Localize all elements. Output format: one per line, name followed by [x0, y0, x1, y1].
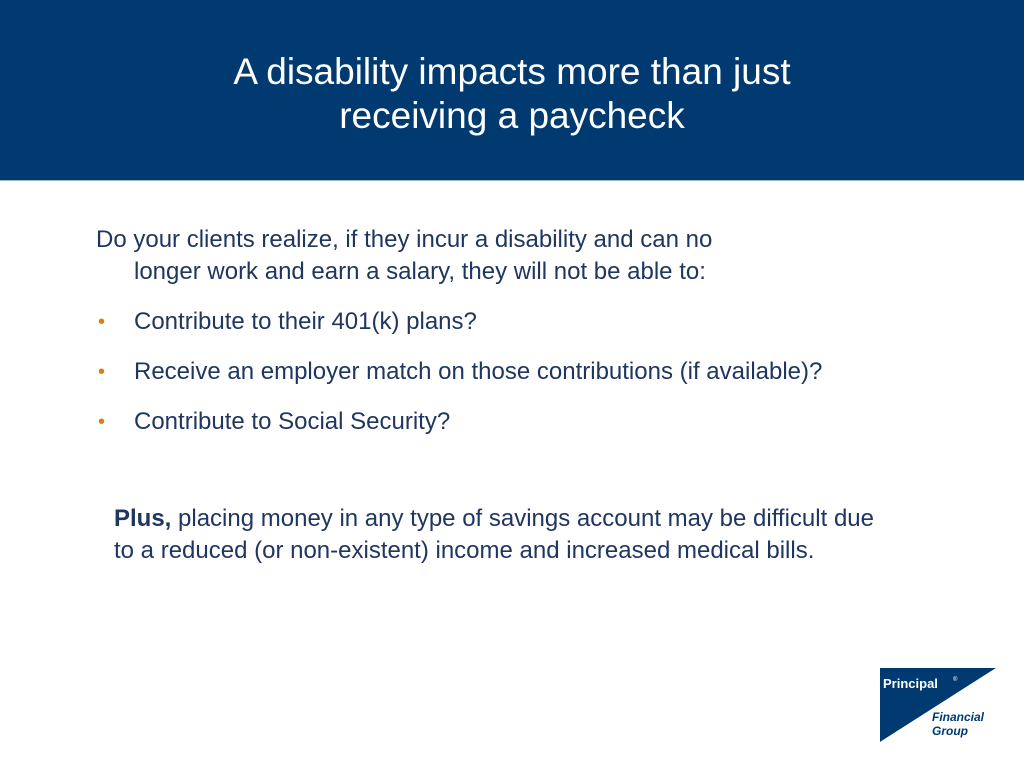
title-banner	[0, 0, 1024, 181]
slide-title-line-2: receiving a paycheck	[339, 95, 685, 136]
intro-paragraph	[96, 224, 856, 288]
bullet-text: Contribute to Social Security?	[134, 408, 451, 435]
principal-financial-group-logo	[880, 668, 996, 742]
logo-financial-text: Financial	[932, 710, 985, 724]
slide-title-line-1: A disability impacts more than just	[233, 51, 791, 92]
bullet-dot-icon: •	[98, 411, 106, 433]
intro-line-2: longer work and earn a salary, they will not be able to:	[134, 258, 706, 285]
logo-group-text: Group	[932, 724, 968, 738]
intro-line-1: Do your clients realize, if they incur a disability and can no	[96, 226, 713, 253]
bullet-text: Receive an employer match on those contributions (if available)?	[134, 358, 823, 385]
bullet-item	[96, 406, 856, 438]
logo-principal-text: Principal	[883, 676, 938, 691]
slide-title	[0, 50, 1024, 138]
logo-registered-mark: ®	[953, 677, 958, 683]
bullet-item	[96, 356, 856, 388]
bullet-dot-icon: •	[98, 361, 106, 383]
bullet-text: Contribute to their 401(k) plans?	[134, 308, 477, 335]
plus-lead: Plus,	[114, 505, 172, 532]
plus-text: placing money in any type of savings account may be difficult due to a reduced (or non-existent) income and increased medical bills.	[114, 505, 874, 564]
bullet-list	[96, 306, 856, 456]
bullet-item	[96, 306, 856, 338]
plus-paragraph	[114, 503, 894, 567]
bullet-dot-icon: •	[98, 311, 106, 333]
